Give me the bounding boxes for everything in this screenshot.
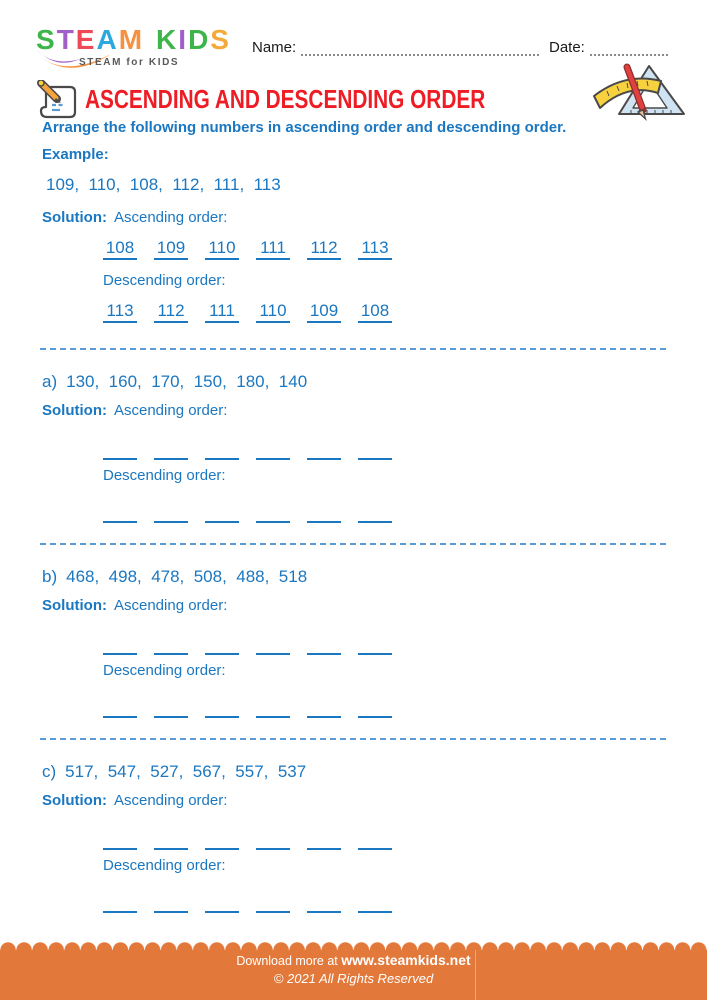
example-descending-row [103,301,392,323]
page-title: ASCENDING AND DESCENDING ORDER [85,84,486,114]
solution-label: Solution: [42,792,107,809]
problem-id: c) [42,762,57,781]
logo-letter: A [96,24,119,55]
answer-slot: 110 [205,238,239,260]
descending-answer-row [103,696,392,718]
answer-slot: 112 [154,301,188,323]
answer-blank[interactable] [256,696,290,718]
answer-blank[interactable] [307,501,341,523]
solution-row [42,402,227,419]
answer-blank[interactable] [154,696,188,718]
problem-numbers-row [42,567,307,587]
answer-blank[interactable] [154,438,188,460]
answer-blank[interactable] [307,633,341,655]
answer-blank[interactable] [256,633,290,655]
ascending-order-label: Ascending order: [113,597,228,614]
logo-letter: E [75,24,97,55]
ascending-order-label: Ascending order: [113,402,228,419]
problem-id: b) [42,567,58,586]
problem-c [0,738,707,933]
solution-label: Solution: [42,597,107,614]
answer-blank[interactable] [307,438,341,460]
logo-letter: K [156,24,179,55]
descending-order-label: Descending order: [103,272,226,289]
answer-blank[interactable] [307,828,341,850]
answer-slot: 108 [358,301,392,323]
footer-scallop-edge [0,941,707,950]
answer-blank[interactable] [256,438,290,460]
problem-numbers: 130, 160, 170, 150, 180, 140 [66,372,308,391]
ascending-order-label: Ascending order: [113,792,228,809]
problem-b [0,543,707,738]
answer-blank[interactable] [205,633,239,655]
descending-order-label: Descending order: [103,662,226,679]
date-field [549,38,668,56]
problem-numbers: 468, 498, 478, 508, 488, 518 [66,567,308,586]
problem-numbers: 517, 547, 527, 567, 557, 537 [65,762,307,781]
solution-label: Solution: [42,402,107,419]
answer-blank[interactable] [103,891,137,913]
pencil-note-icon [36,80,82,122]
logo-letter: M [118,24,145,55]
descending-answer-row [103,501,392,523]
ascending-answer-row [103,438,392,460]
logo-letter: T [56,24,76,55]
example-ascending-row [103,238,392,260]
answer-blank[interactable] [103,696,137,718]
answer-blank[interactable] [205,501,239,523]
answer-slot: 110 [256,301,290,323]
problem-numbers-row [42,372,307,392]
answer-blank[interactable] [256,828,290,850]
example-solution-row [42,209,227,226]
answer-slot: 109 [154,238,188,260]
answer-blank[interactable] [205,828,239,850]
solution-row [42,792,227,809]
date-label: Date: [549,39,585,56]
ascending-answer-row [103,828,392,850]
example-label: Example: [42,146,109,163]
answer-blank[interactable] [154,501,188,523]
problem-id: a) [42,372,58,391]
answer-blank[interactable] [154,891,188,913]
download-prefix: Download more at [236,954,338,968]
answer-slot: 108 [103,238,137,260]
answer-blank[interactable] [103,501,137,523]
answer-blank[interactable] [358,696,392,718]
answer-slot: 113 [103,301,137,323]
name-write-line[interactable] [301,40,539,56]
answer-blank[interactable] [205,891,239,913]
answer-slot: 112 [307,238,341,260]
answer-blank[interactable] [103,633,137,655]
ascending-order-label: Ascending order: [113,209,228,226]
instruction-text: Arrange the following numbers in ascending order and descending order. [42,119,567,136]
logo-tagline: STEAM for KIDS [79,57,180,68]
answer-blank[interactable] [256,501,290,523]
solution-row [42,597,227,614]
example-numbers: 109, 110, 108, 112, 111, 113 [46,175,281,194]
section-divider [40,348,667,350]
answer-blank[interactable] [307,696,341,718]
section-divider [40,543,667,545]
answer-slot: 113 [358,238,392,260]
answer-blank[interactable] [103,438,137,460]
problem-numbers-row [42,762,306,782]
descending-order-label: Descending order: [103,467,226,484]
answer-blank[interactable] [358,891,392,913]
answer-blank[interactable] [103,828,137,850]
answer-blank[interactable] [358,501,392,523]
descending-answer-row [103,891,392,913]
ruler-set-square-icon [591,60,687,123]
answer-blank[interactable] [358,828,392,850]
footer-download-line [0,952,707,968]
footer-copyright: © 2021 All Rights Reserved [273,971,434,986]
answer-slot: 109 [307,301,341,323]
section-divider [40,738,667,740]
descending-order-label: Descending order: [103,857,226,874]
problem-a [0,348,707,543]
answer-blank[interactable] [154,828,188,850]
answer-blank[interactable] [154,633,188,655]
answer-slot: 111 [256,238,290,260]
logo-letter: S [210,24,231,55]
answer-blank[interactable] [307,891,341,913]
logo-letter: I [178,24,189,55]
name-label: Name: [252,39,297,56]
answer-blank[interactable] [205,438,239,460]
answer-slot: 111 [205,301,239,323]
date-write-line[interactable] [590,40,668,56]
logo-letter: D [188,24,211,55]
name-field [252,38,539,56]
solution-label: Solution: [42,209,107,226]
answer-blank[interactable] [205,696,239,718]
answer-blank[interactable] [358,438,392,460]
ascending-answer-row [103,633,392,655]
logo-letter: S [36,24,57,55]
website-url: www.steamkids.net [341,952,471,968]
answer-blank[interactable] [256,891,290,913]
answer-blank[interactable] [358,633,392,655]
